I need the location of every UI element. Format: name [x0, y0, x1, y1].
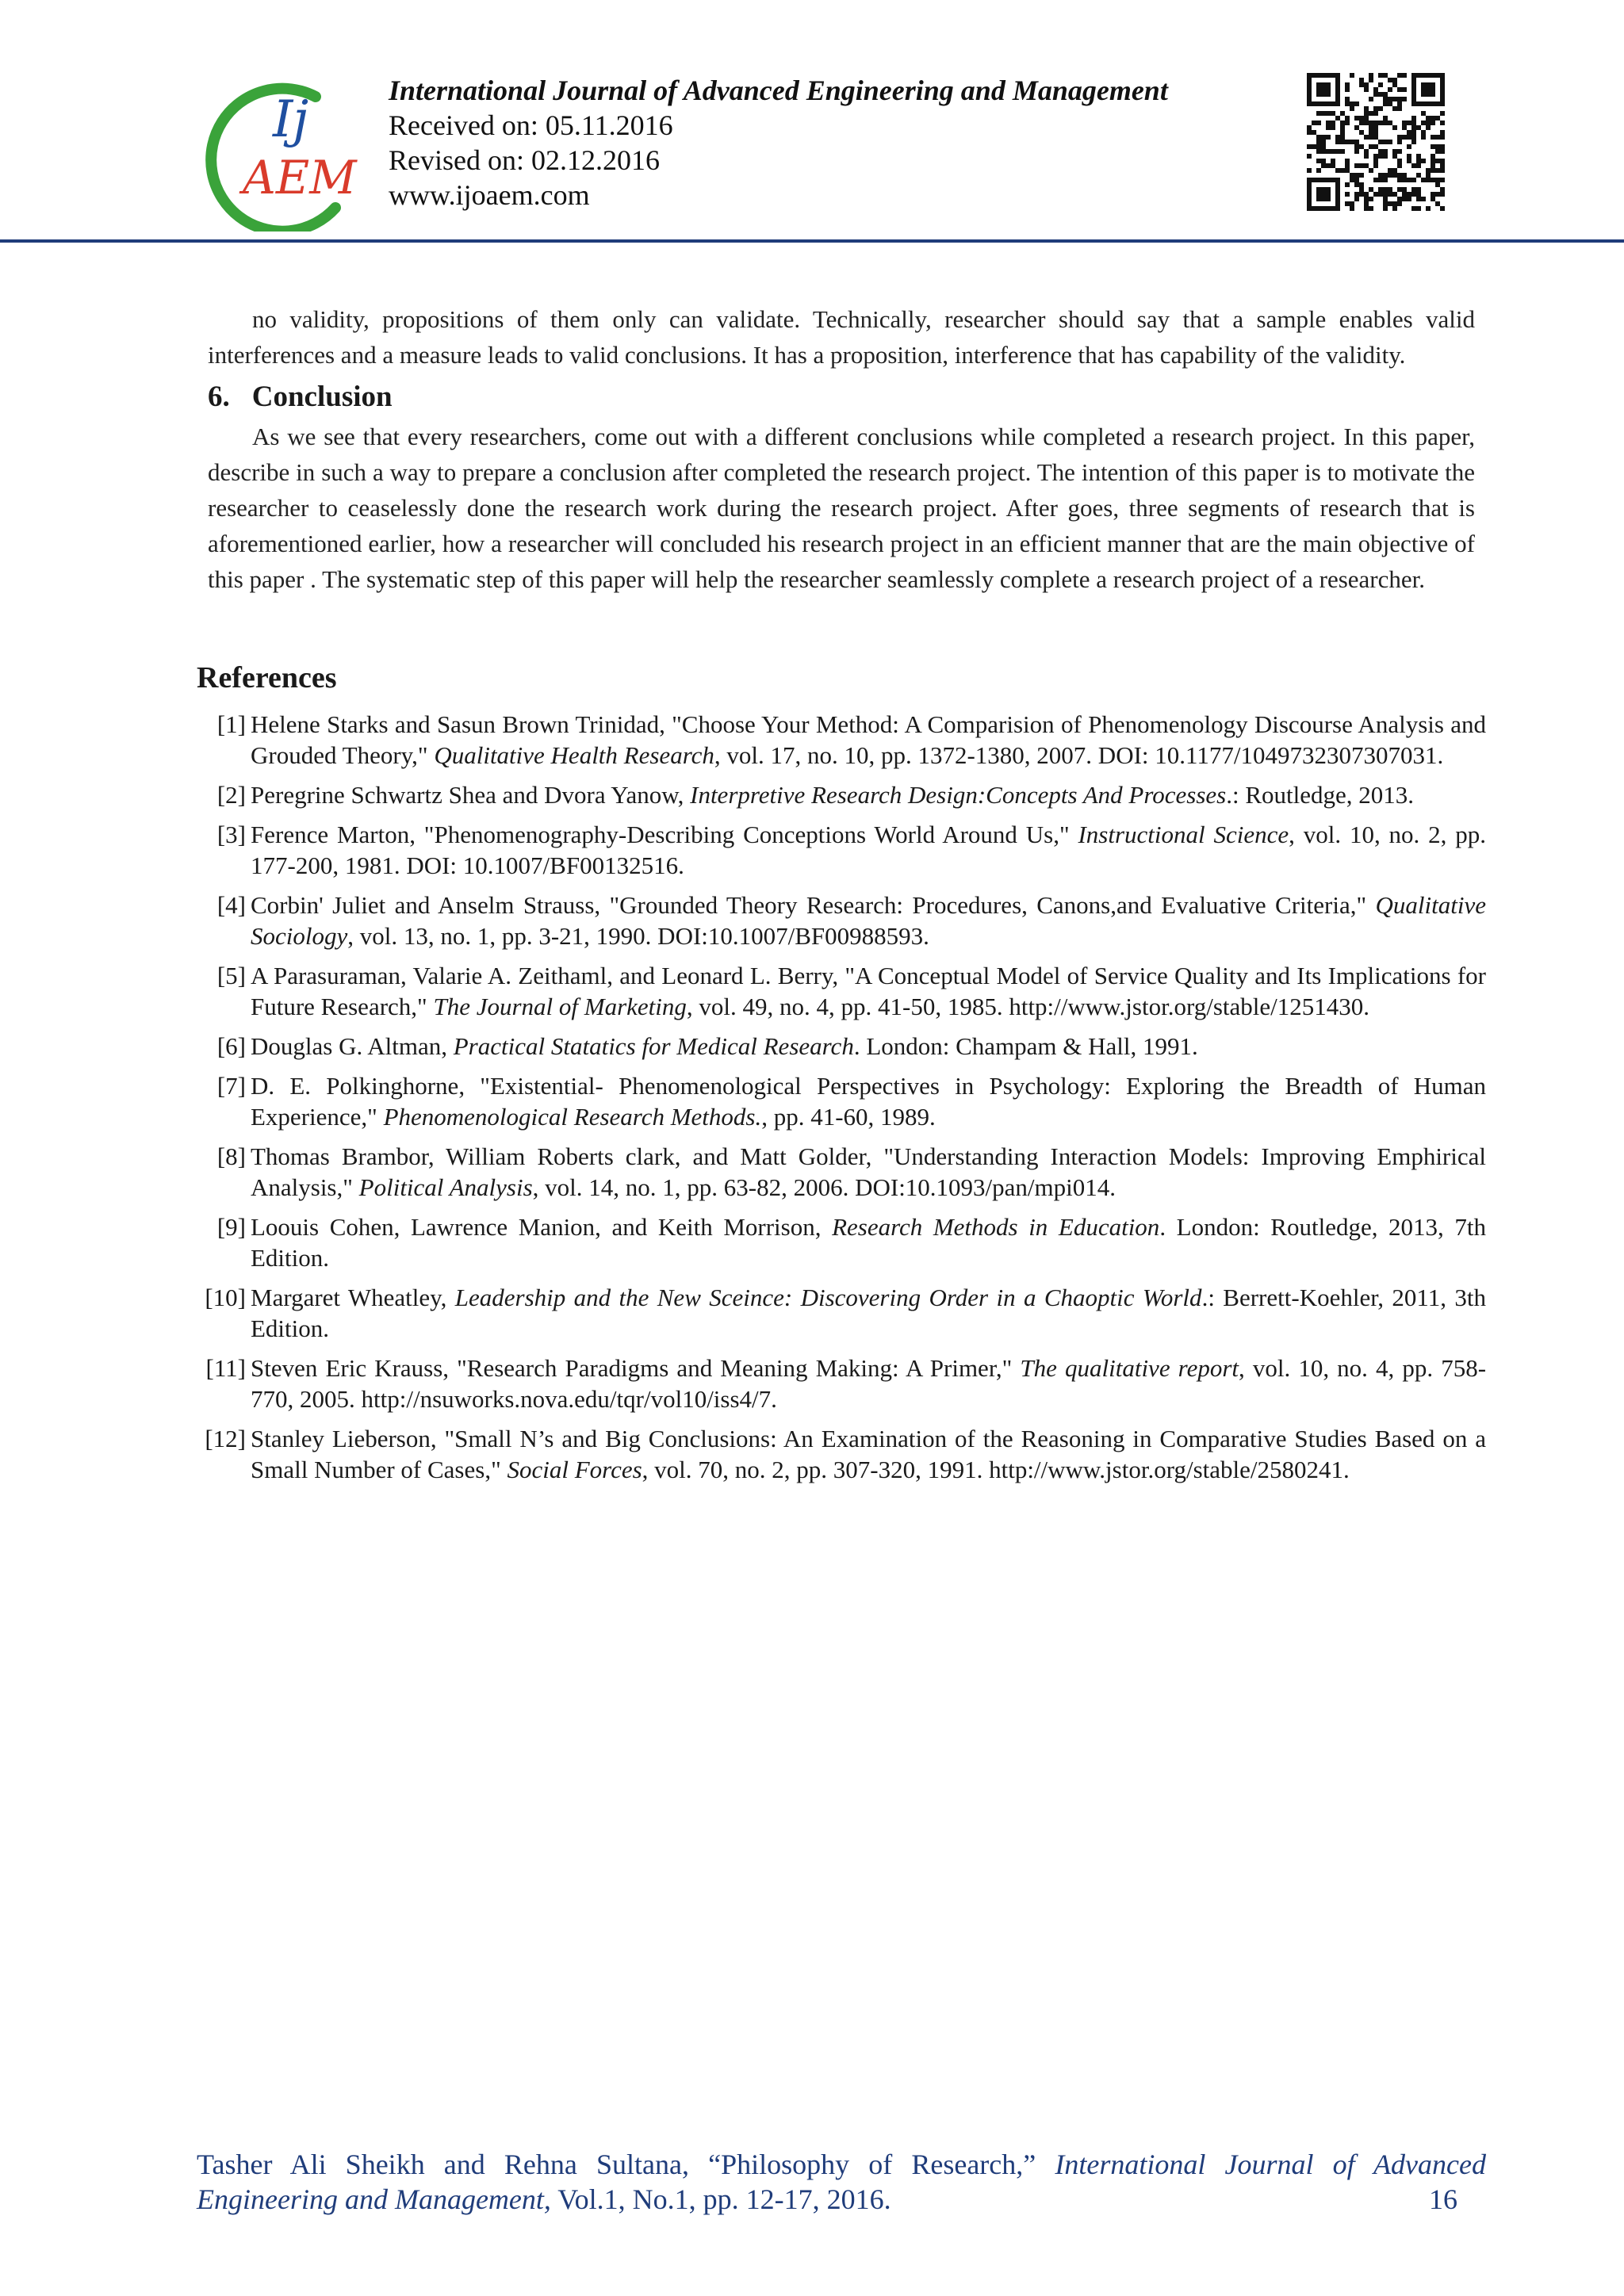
reference-text: Helene Starks and Sasun Brown Trinidad, "Choose Your Method: A Comparision of Phenomenology Discourse Analysis and Grouded Theory,": [251, 710, 1486, 769]
reference-text: Steven Eric Krauss, "Research Paradigms and Meaning Making: A Primer,": [251, 1354, 1021, 1382]
section-heading: [208, 379, 1475, 415]
logo-aem-text: AEM: [243, 151, 357, 205]
reference-details: , vol. 14, no. 1, pp. 63-82, 2006. DOI:10.1093/pan/mpi014.: [532, 1173, 1116, 1201]
reference-item: [197, 779, 1486, 810]
reference-source: Qualitative Health Research: [434, 741, 714, 769]
reference-item: [197, 1423, 1486, 1485]
header-text: [389, 73, 1168, 212]
reference-item: [197, 1031, 1486, 1062]
reference-text: Stanley Lieberson, "Small N’s and Big Conclusions: An Examination of the Reasoning in Comparative Studies Based on a Small Number of Cases,": [251, 1425, 1486, 1483]
page-number: 16: [1429, 2183, 1457, 2215]
reference-source: Practical Statatics for Medical Research: [453, 1032, 854, 1060]
received-date: Received on: 05.11.2016: [389, 109, 673, 141]
journal-name: International Journal of Advanced Engineering and Management: [389, 75, 1168, 106]
reference-details: , vol. 10, no. 4, pp. 758-770, 2005. http://nsuworks.nova.edu/tqr/vol10/iss4/7.: [251, 1354, 1487, 1413]
footer-citation-line1: [197, 2147, 1486, 2182]
reference-number: [1]: [216, 710, 246, 738]
reference-source: Research Methods in Education: [832, 1213, 1160, 1241]
footer-journal-part2: Engineering and Management,: [197, 2183, 551, 2215]
reference-item: [197, 709, 1486, 771]
reference-number: [11]: [205, 1354, 246, 1382]
reference-number: [10]: [205, 1284, 246, 1311]
reference-text: D. E. Polkinghorne, "Existential- Phenomenological Perspectives in Psychology: Exploring the Breadth of Human Experience,": [251, 1072, 1486, 1131]
reference-source: The Journal of Marketing: [433, 993, 687, 1020]
reference-source: Qualitative Sociology: [251, 891, 1486, 950]
reference-number: [4]: [216, 891, 246, 919]
reference-item: [197, 1282, 1486, 1344]
logo-ij-text: Ij: [273, 90, 309, 149]
reference-number: [3]: [216, 821, 246, 848]
footer-volume-info: Vol.1, No.1, pp. 12-17, 2016.: [550, 2183, 891, 2215]
page-footer: [197, 2147, 1486, 2217]
reference-details: , vol. 13, no. 1, pp. 3-21, 1990. DOI:10.1007/BF00988593.: [347, 922, 929, 950]
reference-source: Leadership and the New Sceince: Discovering Order in a Chaoptic World: [454, 1284, 1202, 1311]
reference-item: [197, 1141, 1486, 1203]
reference-source: The qualitative report: [1020, 1354, 1239, 1382]
footer-journal-part1: International Journal of Advanced: [1055, 2149, 1486, 2180]
page-header: [0, 0, 1624, 246]
reference-source: Phenomenological Research Methods.: [383, 1103, 762, 1131]
reference-details: , vol. 17, no. 10, pp. 1372-1380, 2007. DOI: 10.1177/1049732307307031.: [714, 741, 1444, 769]
reference-number: [6]: [216, 1032, 246, 1060]
reference-number: [12]: [205, 1425, 246, 1452]
reference-number: [8]: [216, 1142, 246, 1170]
reference-item: [197, 1353, 1486, 1414]
reference-source: Interpretive Research Design:Concepts And Processes: [690, 781, 1227, 809]
reference-text: Thomas Brambor, William Roberts clark, and Matt Golder, "Understanding Interaction Models: Improving Emphirical Analysis,": [251, 1142, 1486, 1201]
body-paragraph: no validity, propositions of them only can validate. Technically, researcher should say that a sample enables valid interferences and a measure leads to valid conclusions. It has a proposition, interference that has capability of the validity.: [208, 305, 1475, 369]
reference-text: Corbin' Juliet and Anselm Strauss, "Grounded Theory Research: Procedures, Canons,and Evaluative Criteria,": [251, 891, 1376, 919]
reference-details: , vol. 49, no. 4, pp. 41-50, 1985. http://www.jstor.org/stable/1251430.: [686, 993, 1369, 1020]
reference-item: [197, 819, 1486, 881]
section-number: 6.: [208, 381, 230, 413]
reference-details: . London: Routledge, 2013, 7th Edition.: [251, 1213, 1486, 1272]
reference-details: .: Routledge, 2013.: [1226, 781, 1415, 809]
reference-details: .: Berrett-Koehler, 2011, 3th Edition.: [251, 1284, 1487, 1342]
main-content: [208, 301, 1475, 597]
qr-code: [1307, 73, 1445, 211]
reference-details: , vol. 10, no. 2, pp. 177-200, 1981. DOI: 10.1007/BF00132516.: [251, 821, 1486, 879]
reference-text: A Parasuraman, Valarie A. Zeithaml, and Leonard L. Berry, "A Conceptual Model of Service Quality and Its Implications for Future Research,": [251, 962, 1486, 1020]
reference-source: Political Analysis: [358, 1173, 533, 1201]
header-divider: [0, 239, 1624, 243]
reference-item: [197, 1211, 1486, 1273]
reference-text: Loouis Cohen, Lawrence Manion, and Keith Morrison,: [251, 1213, 833, 1241]
revised-date: Revised on: 02.12.2016: [389, 144, 660, 176]
reference-item: [197, 960, 1486, 1022]
reference-details: , pp. 41-60, 1989.: [761, 1103, 936, 1131]
references-list: [197, 709, 1486, 1494]
reference-number: [7]: [216, 1072, 246, 1100]
reference-source: Instructional Science: [1078, 821, 1289, 848]
reference-number: [9]: [216, 1213, 246, 1241]
reference-text: Peregrine Schwartz Shea and Dvora Yanow,: [251, 781, 691, 809]
conclusion-paragraph: As we see that every researchers, come out with a different conclusions while completed a research project. In this paper, describe in such a way to prepare a conclusion after completed the research project. The intention of this paper is to motivate the researcher to ceaselessly done the research work during the research project. After goes, three segments of research that is aforementioned earlier, how a researcher will concluded his research project in an efficient manner that are the main objective of this paper . The systematic step of this paper will help the researcher seamlessly complete a research project of a researcher.: [208, 423, 1475, 593]
reference-details: , vol. 70, no. 2, pp. 307-320, 1991. http://www.jstor.org/stable/2580241.: [642, 1456, 1350, 1483]
reference-number: [2]: [216, 781, 246, 809]
reference-text: Ference Marton, "Phenomenography-Describing Conceptions World Around Us,": [251, 821, 1078, 848]
reference-details: . London: Champam & Hall, 1991.: [853, 1032, 1198, 1060]
website-link[interactable]: www.ijoaem.com: [389, 179, 590, 211]
reference-number: [5]: [216, 962, 246, 989]
reference-item: [197, 890, 1486, 951]
footer-authors-title: Tasher Ali Sheikh and Rehna Sultana, “Philosophy of Research,”: [197, 2149, 1055, 2180]
footer-citation-line2: [197, 2182, 1486, 2217]
reference-source: Social Forces: [507, 1456, 642, 1483]
reference-item: [197, 1070, 1486, 1132]
reference-text: Margaret Wheatley,: [251, 1284, 455, 1311]
journal-logo: [197, 73, 371, 232]
reference-text: Douglas G. Altman,: [251, 1032, 454, 1060]
references-title: References: [197, 661, 337, 695]
section-title: Conclusion: [251, 381, 393, 413]
